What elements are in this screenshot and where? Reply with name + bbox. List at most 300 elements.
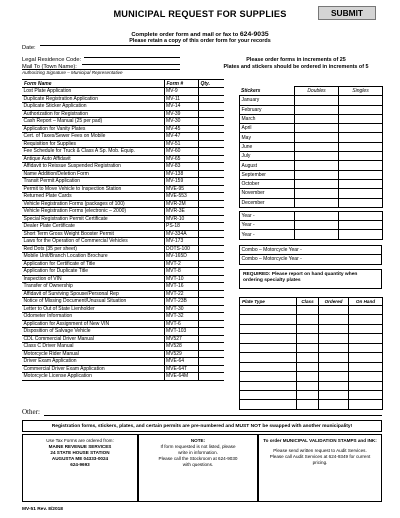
- form-number: MV-45: [164, 125, 198, 133]
- plate-type-input[interactable]: [240, 400, 297, 409]
- form-number: MVE-553: [164, 193, 198, 201]
- singles-input[interactable]: [339, 170, 383, 179]
- form-number: MV-83: [164, 163, 198, 171]
- plate-type-input[interactable]: [240, 372, 297, 381]
- form-name: Driver Exam Application: [22, 358, 164, 366]
- sticker-month: December: [240, 198, 295, 207]
- sticker-month: January: [240, 96, 295, 105]
- table-row: [22, 110, 224, 118]
- mail-to-label: Mail To (Town Name):: [22, 64, 77, 70]
- form-name: Requisition for Supplies: [22, 140, 164, 148]
- sticker-month: November: [240, 189, 295, 198]
- sticker-month: May: [240, 133, 295, 142]
- quantity-input[interactable]: [198, 178, 224, 186]
- form-name: Cash Report – Manual (25 per pad): [22, 118, 164, 126]
- table-row: [22, 193, 224, 201]
- doubles-input[interactable]: [295, 133, 339, 142]
- doubles-input[interactable]: [295, 189, 339, 198]
- quantity-input[interactable]: [198, 163, 224, 171]
- validation-stamps-box: [258, 434, 382, 502]
- form-name: Red Dots (35 per sheet): [22, 245, 164, 253]
- form-number: MVE-95: [164, 185, 198, 193]
- use-tax-phone: 624-9693: [70, 462, 90, 467]
- on-hand-input[interactable]: [349, 381, 383, 390]
- doubles-input[interactable]: [295, 152, 339, 161]
- form-number: MV-138: [164, 170, 198, 178]
- ordered-input[interactable]: [319, 372, 349, 381]
- form-name: Motorcycle Rider Manual: [22, 350, 164, 358]
- form-name: Odometer Information: [22, 313, 164, 321]
- form-name: Commercial Driver Exam Application: [22, 365, 164, 373]
- plate-row: [240, 315, 383, 324]
- quantity-input[interactable]: [198, 103, 224, 111]
- on-hand-input[interactable]: [349, 372, 383, 381]
- table-row: [22, 118, 224, 126]
- form-number: MV-60: [164, 148, 198, 156]
- sticker-row: [240, 189, 383, 198]
- form-number: MV-39: [164, 110, 198, 118]
- class-input[interactable]: [297, 324, 319, 333]
- legal-residence-field[interactable]: [84, 57, 180, 58]
- plate-row: [240, 390, 383, 399]
- quantity-input[interactable]: [198, 193, 224, 201]
- quantity-input[interactable]: [198, 350, 224, 358]
- table-row: [22, 125, 224, 133]
- quantity-input[interactable]: [198, 268, 224, 276]
- singles-input[interactable]: [339, 96, 383, 105]
- singles-header: Singles: [339, 87, 383, 96]
- ordered-input[interactable]: [319, 353, 349, 362]
- quantity-input[interactable]: [198, 253, 224, 261]
- quantity-input[interactable]: [198, 343, 224, 351]
- quantity-input[interactable]: [198, 335, 224, 343]
- form-number: MV-47: [164, 133, 198, 141]
- form-name: CDL Commercial Driver Manual: [22, 335, 164, 343]
- form-number: MV528: [164, 343, 198, 351]
- on-hand-input[interactable]: [349, 353, 383, 362]
- quantity-input[interactable]: [198, 245, 224, 253]
- ordered-input[interactable]: [319, 390, 349, 399]
- table-row: [22, 275, 224, 283]
- table-row: [22, 215, 224, 223]
- sticker-month: March: [240, 114, 295, 123]
- quantity-input[interactable]: [198, 275, 224, 283]
- sticker-row: [240, 124, 383, 133]
- table-row: [22, 365, 224, 373]
- singles-input[interactable]: [339, 221, 383, 230]
- table-row: [22, 103, 224, 111]
- doubles-input[interactable]: [295, 179, 339, 188]
- form-name: Affidavit to Reissue Suspended Registration: [22, 163, 164, 171]
- singles-input[interactable]: [339, 161, 383, 170]
- form-name: Affidavit of Surviving Spouse/Personal Rep: [22, 290, 164, 298]
- table-row: [22, 208, 224, 216]
- quantity-input[interactable]: [198, 223, 224, 231]
- form-name: Lost Plate Application: [22, 88, 164, 96]
- sticker-month: September: [240, 170, 295, 179]
- note-title: NOTE:: [190, 438, 206, 443]
- form-name-header: Form Name: [22, 80, 164, 88]
- quantity-input[interactable]: [198, 305, 224, 313]
- table-row: [22, 320, 224, 328]
- table-row: [22, 155, 224, 163]
- quantity-input[interactable]: [198, 358, 224, 366]
- form-number: MVE-64T: [164, 365, 198, 373]
- singles-input[interactable]: [339, 142, 383, 151]
- doubles-header: Doubles: [295, 87, 339, 96]
- class-header: Class: [297, 298, 319, 306]
- note-box: [138, 434, 258, 502]
- other-label: Other:: [22, 408, 40, 416]
- table-row: [22, 313, 224, 321]
- increments-note-forms: Please order forms in increments of 25: [246, 57, 346, 63]
- plate-row: [240, 381, 383, 390]
- form-name: Returned Plate Cards: [22, 193, 164, 201]
- swap-warning: Registration forms, stickers, plates, and certain permits are pre-numbered and MUST NOT be swapped with another municipality!: [22, 420, 382, 432]
- doubles-input[interactable]: [295, 198, 339, 207]
- form-number: MV-159: [164, 178, 198, 186]
- quantity-input[interactable]: [198, 260, 224, 268]
- on-hand-input[interactable]: [349, 306, 383, 315]
- form-name: Inspection of VIN: [22, 275, 164, 283]
- table-row: [22, 148, 224, 156]
- on-hand-input[interactable]: [349, 334, 383, 343]
- doubles-input[interactable]: [295, 221, 339, 230]
- form-name: Fee Schedule for Truck & Class A Sp. Mob. Equip.: [22, 148, 164, 156]
- quantity-input[interactable]: [198, 328, 224, 336]
- table-row: [22, 343, 224, 351]
- form-number: MV529: [164, 350, 198, 358]
- quantity-input[interactable]: [198, 155, 224, 163]
- submit-button[interactable]: SUBMIT: [318, 6, 376, 20]
- ordered-header: Ordered: [319, 298, 349, 306]
- ordered-input[interactable]: [319, 324, 349, 333]
- class-input[interactable]: [297, 372, 319, 381]
- doubles-input[interactable]: [295, 105, 339, 114]
- form-name: Duplicate Registration Application: [22, 95, 164, 103]
- table-row: [22, 260, 224, 268]
- quantity-input[interactable]: [198, 185, 224, 193]
- table-row: [22, 350, 224, 358]
- class-input[interactable]: [297, 334, 319, 343]
- plate-type-input[interactable]: [240, 390, 297, 399]
- legal-residence-label: Legal Residence Code:: [22, 57, 82, 63]
- table-row: [22, 298, 224, 306]
- table-row: [22, 230, 224, 238]
- table-row: [22, 163, 224, 171]
- doubles-input[interactable]: [295, 96, 339, 105]
- note-line-4: with questions.: [182, 462, 214, 467]
- sticker-year-label: Year -: [240, 230, 295, 239]
- quantity-input[interactable]: [198, 283, 224, 291]
- on-hand-input[interactable]: [349, 315, 383, 324]
- table-row: [22, 305, 224, 313]
- quantity-input[interactable]: [198, 140, 224, 148]
- form-name: Mobile Unit/Branch Location Brochure: [22, 253, 164, 261]
- form-number: MVT-2: [164, 260, 198, 268]
- class-input[interactable]: [297, 390, 319, 399]
- class-input[interactable]: [297, 362, 319, 371]
- table-row: [22, 223, 224, 231]
- plate-row: [240, 324, 383, 333]
- quantity-input[interactable]: [198, 170, 224, 178]
- sticker-row: [240, 142, 383, 151]
- form-number: MVT-10: [164, 275, 198, 283]
- table-row: [22, 283, 224, 291]
- doubles-input[interactable]: [295, 211, 339, 220]
- doubles-input[interactable]: [295, 114, 339, 123]
- class-input[interactable]: [297, 306, 319, 315]
- quantity-input[interactable]: [198, 133, 224, 141]
- form-number-header: Form #: [164, 80, 198, 88]
- stamps-title: To order MUNICIPAL VALIDATION STAMPS and INK:: [263, 438, 377, 443]
- quantity-input[interactable]: [198, 200, 224, 208]
- quantity-header: Qty.: [198, 80, 224, 88]
- quantity-input[interactable]: [198, 238, 224, 246]
- form-name: Transfer of Ownership: [22, 283, 164, 291]
- singles-input[interactable]: [339, 189, 383, 198]
- combo-label: Combo – Motorcycle Year -: [240, 255, 382, 264]
- instruction-line: [0, 31, 400, 38]
- ordered-input[interactable]: [319, 334, 349, 343]
- table-row: [22, 290, 224, 298]
- plate-type-input[interactable]: [240, 324, 297, 333]
- stamps-line-3: pricing.: [312, 460, 328, 465]
- note-line-2: write in information.: [178, 450, 218, 455]
- form-name: Application for Vanity Plates: [22, 125, 164, 133]
- on-hand-header: On Hand: [349, 298, 383, 306]
- quantity-input[interactable]: [198, 320, 224, 328]
- on-hand-input[interactable]: [349, 400, 383, 409]
- use-tax-box: [22, 434, 138, 502]
- sticker-year-row: [240, 221, 383, 230]
- form-number: MV-334A: [164, 230, 198, 238]
- doubles-input[interactable]: [295, 142, 339, 151]
- plate-type-input[interactable]: [240, 334, 297, 343]
- plate-row: [240, 362, 383, 371]
- sticker-month: April: [240, 124, 295, 133]
- form-number: MVT-32: [164, 313, 198, 321]
- table-row: [22, 140, 224, 148]
- use-tax-intro: Use Tax Forms are ordered from:: [46, 438, 114, 443]
- form-name: Motorcycle License Application: [22, 373, 164, 381]
- sticker-row: [240, 152, 383, 161]
- form-number: MVT-30: [164, 305, 198, 313]
- form-name: Class C Driver Manual: [22, 343, 164, 351]
- plate-type-input[interactable]: [240, 381, 297, 390]
- table-row: [22, 170, 224, 178]
- quantity-input[interactable]: [198, 125, 224, 133]
- plate-type-input[interactable]: [240, 306, 297, 315]
- form-number: MVR-10: [164, 215, 198, 223]
- quantity-input[interactable]: [198, 208, 224, 216]
- form-name: Duplicate Sticker Application: [22, 103, 164, 111]
- date-label: Date:: [22, 45, 36, 51]
- form-number: MVE-64M: [164, 373, 198, 381]
- table-row: [22, 133, 224, 141]
- table-row: [22, 178, 224, 186]
- sticker-month: July: [240, 152, 295, 161]
- plate-row: [240, 306, 383, 315]
- note-line-3: Please call the Stockroom at 624-9030: [158, 456, 238, 461]
- table-row: [22, 373, 224, 381]
- on-hand-input[interactable]: [349, 324, 383, 333]
- form-number: MV-65: [164, 155, 198, 163]
- singles-input[interactable]: [339, 114, 383, 123]
- singles-input[interactable]: [339, 124, 383, 133]
- form-number: MVT-22: [164, 290, 198, 298]
- sticker-year-label: Year -: [240, 221, 295, 230]
- form-number: MVT-6: [164, 320, 198, 328]
- class-input[interactable]: [297, 353, 319, 362]
- table-row: [22, 185, 224, 193]
- singles-input[interactable]: [339, 105, 383, 114]
- form-name: Letter to Out of State Lienholder: [22, 305, 164, 313]
- singles-input[interactable]: [339, 211, 383, 220]
- date-field[interactable]: [40, 45, 180, 46]
- doubles-input[interactable]: [295, 170, 339, 179]
- quantity-input[interactable]: [198, 148, 224, 156]
- table-row: [22, 253, 224, 261]
- ordered-input[interactable]: [319, 343, 349, 352]
- sticker-row: [240, 170, 383, 179]
- sticker-row: [240, 179, 383, 188]
- stamps-line-1: Please send written request to Audit Services.: [273, 448, 367, 453]
- mail-to-field[interactable]: [82, 64, 180, 65]
- sticker-row: [240, 133, 383, 142]
- table-row: [22, 95, 224, 103]
- quantity-input[interactable]: [198, 215, 224, 223]
- form-number: MVT-16: [164, 283, 198, 291]
- plate-type-input[interactable]: [240, 362, 297, 371]
- form-number: MV-9: [164, 88, 198, 96]
- table-row: [22, 88, 224, 96]
- ordered-input[interactable]: [319, 381, 349, 390]
- ordered-input[interactable]: [319, 400, 349, 409]
- instruction-text: Complete order form and mail or fax to: [131, 32, 239, 38]
- sticker-row: [240, 96, 383, 105]
- singles-input[interactable]: [339, 133, 383, 142]
- plate-table: [239, 297, 383, 410]
- use-tax-street: 24 STATE HOUSE STATION: [50, 450, 110, 455]
- form-number: MV-30: [164, 118, 198, 126]
- doubles-input[interactable]: [295, 161, 339, 170]
- signature-label: Authorizing Signature – Municipal Representative: [22, 70, 123, 75]
- form-name: Application for Certificate of Title: [22, 260, 164, 268]
- table-row: [22, 200, 224, 208]
- form-name: Short Term Gross Weight Booster Permit: [22, 230, 164, 238]
- ordered-input[interactable]: [319, 362, 349, 371]
- sticker-row: [240, 161, 383, 170]
- on-hand-input[interactable]: [349, 362, 383, 371]
- form-name: Permit to Move Vehicle to Inspection Station: [22, 185, 164, 193]
- form-name: Notice of Missing Document/Unusual Situation: [22, 298, 164, 306]
- plate-row: [240, 372, 383, 381]
- form-name: Disposition of Salvage Vehicle: [22, 328, 164, 336]
- stamps-line-2: Please call Audit Services at 624-9349 for current: [269, 454, 371, 459]
- sticker-year-label: Year -: [240, 211, 295, 220]
- form-number: MVT-23B: [164, 298, 198, 306]
- form-name: Dealer Plate Certificate: [22, 223, 164, 231]
- quantity-input[interactable]: [198, 290, 224, 298]
- singles-input[interactable]: [339, 230, 383, 239]
- form-name: Transit Permit Application: [22, 178, 164, 186]
- form-name: Cert. of Taxes/Sewer Fees on Mobile: [22, 133, 164, 141]
- note-line-1: If form requested is not listed, please: [160, 444, 236, 449]
- quantity-input[interactable]: [198, 88, 224, 96]
- singles-input[interactable]: [339, 198, 383, 207]
- singles-input[interactable]: [339, 179, 383, 188]
- class-input[interactable]: [297, 315, 319, 324]
- form-number: PS-18: [164, 223, 198, 231]
- sticker-year-row: [240, 211, 383, 220]
- doubles-input[interactable]: [295, 230, 339, 239]
- quantity-input[interactable]: [198, 95, 224, 103]
- quantity-input[interactable]: [198, 313, 224, 321]
- stickers-table: [239, 86, 383, 240]
- quantity-input[interactable]: [198, 230, 224, 238]
- on-hand-input[interactable]: [349, 390, 383, 399]
- form-name: Laws for the Operation of Commercial Vehicles: [22, 238, 164, 246]
- class-input[interactable]: [297, 343, 319, 352]
- use-tax-city: AUGUSTA ME 04333-0024: [51, 456, 109, 461]
- plate-type-input[interactable]: [240, 353, 297, 362]
- forms-table: [22, 79, 224, 381]
- form-name: Name Addition/Deletion Form: [22, 170, 164, 178]
- doubles-input[interactable]: [295, 124, 339, 133]
- form-number: MV-165D: [164, 253, 198, 261]
- form-number: MV-173: [164, 238, 198, 246]
- class-input[interactable]: [297, 400, 319, 409]
- form-number: MVT-8: [164, 268, 198, 276]
- plate-row: [240, 353, 383, 362]
- sticker-row: [240, 198, 383, 207]
- form-revision: MV-51 Rev. 8/2018: [22, 507, 63, 512]
- table-row: [22, 268, 224, 276]
- use-tax-agency: MAINE REVENUE SERVICES: [48, 444, 112, 449]
- fax-number: 624-9035: [239, 31, 269, 38]
- stickers-header: Stickers: [241, 87, 261, 94]
- form-name: Special Registration Permit Certificate: [22, 215, 164, 223]
- combo-table: [239, 245, 382, 265]
- table-row: [22, 238, 224, 246]
- form-name: Vehicle Registration Forms (electronic – 2000): [22, 208, 164, 216]
- other-field[interactable]: [44, 415, 382, 416]
- plate-type-input[interactable]: [240, 343, 297, 352]
- quantity-input[interactable]: [198, 110, 224, 118]
- quantity-input[interactable]: [198, 298, 224, 306]
- form-number: MV-11: [164, 95, 198, 103]
- required-note: REQUIRED: Please report on hand quantity when ordering specialty plates: [239, 269, 382, 289]
- quantity-input[interactable]: [198, 118, 224, 126]
- ordered-input[interactable]: [319, 315, 349, 324]
- increments-note-plates: Plates and stickers should be ordered in increments of 5: [223, 64, 369, 70]
- form-number: DOTS-100: [164, 245, 198, 253]
- plate-type-input[interactable]: [240, 315, 297, 324]
- ordered-input[interactable]: [319, 306, 349, 315]
- on-hand-input[interactable]: [349, 343, 383, 352]
- class-input[interactable]: [297, 381, 319, 390]
- form-number: MV527: [164, 335, 198, 343]
- quantity-input[interactable]: [198, 365, 224, 373]
- sticker-month: June: [240, 142, 295, 151]
- sticker-row: [240, 105, 383, 114]
- form-number: MVE-64: [164, 358, 198, 366]
- plate-type-header: Plate Type: [240, 298, 297, 306]
- combo-row: [240, 246, 382, 255]
- singles-input[interactable]: [339, 152, 383, 161]
- quantity-input[interactable]: [198, 373, 224, 381]
